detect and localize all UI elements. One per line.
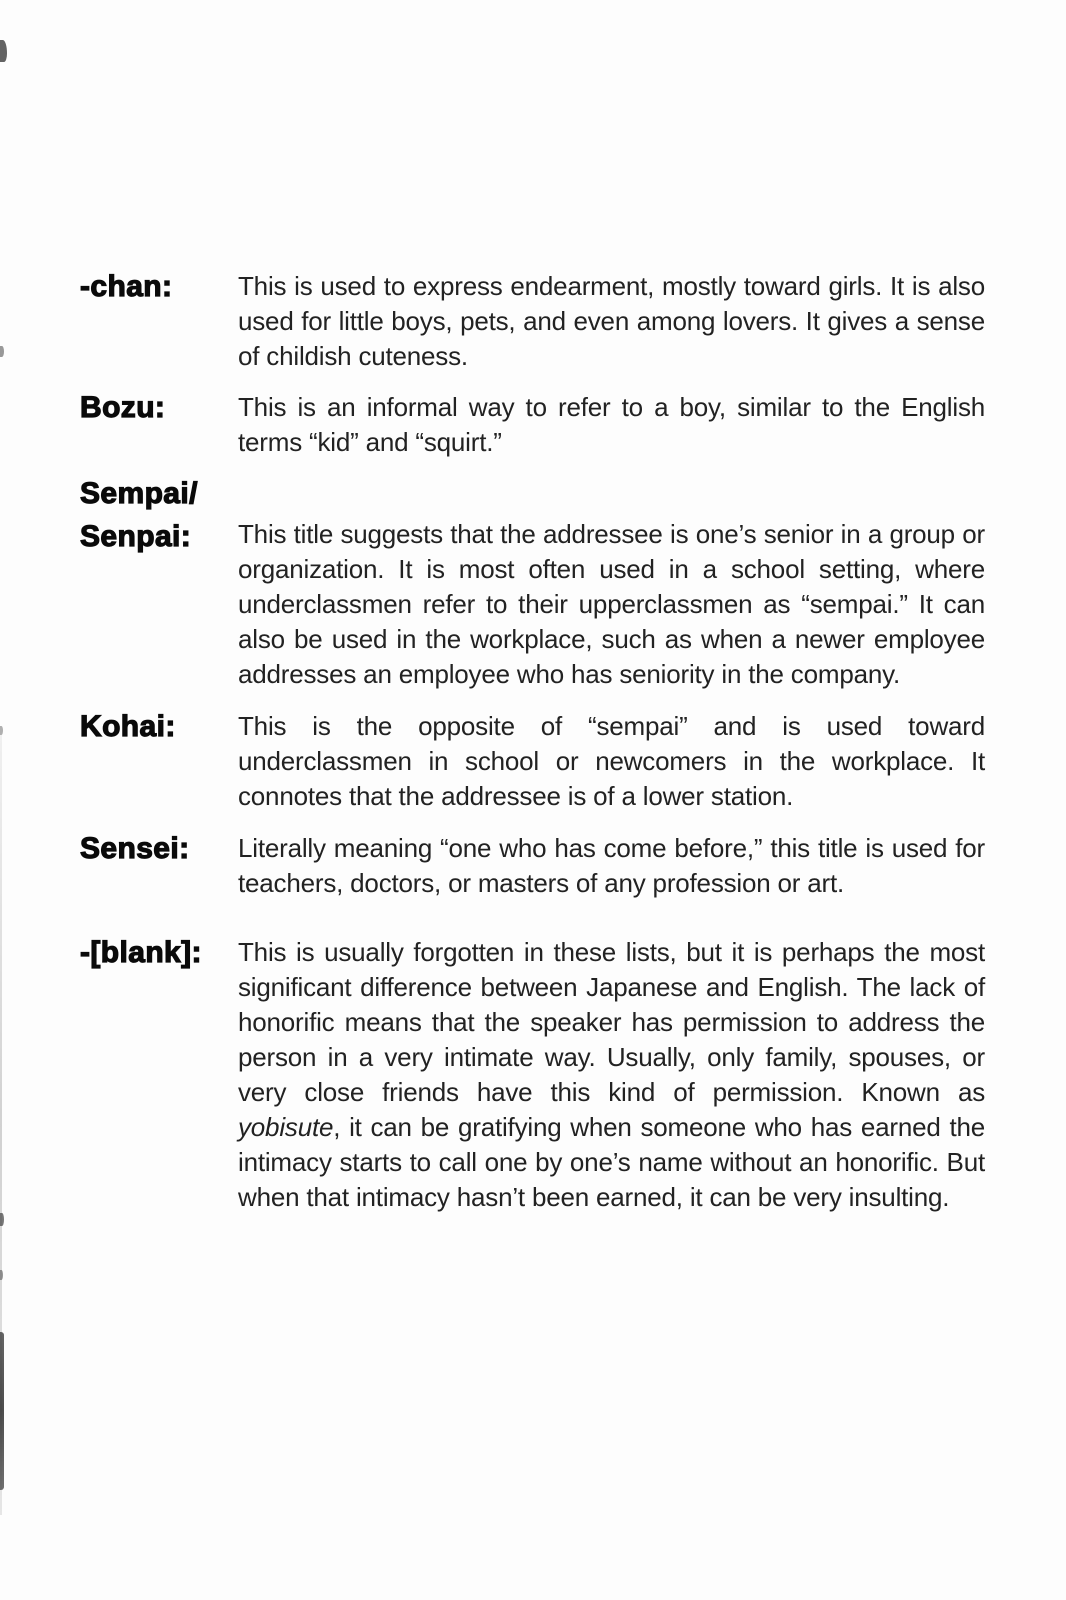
scan-artifact — [0, 346, 4, 357]
term-definition: This is used to express endearment, mostly toward girls. It is also used for little boys, pets, and even among lovers. It gives a sense of childish cuteness. — [238, 271, 985, 371]
term-definition: This is an informal way to refer to a boy, similar to the English terms “kid” and “squirt.” — [238, 392, 985, 457]
scan-artifact — [0, 1332, 4, 1490]
term-definition: Literally meaning “one who has come before,” this title is used for teachers, doctors, or masters of any profession or art. — [238, 833, 985, 898]
term-label: Kohai: — [80, 710, 176, 743]
glossary-entry-chan — [80, 269, 985, 374]
scan-artifact — [0, 726, 3, 735]
term-label: Sensei: — [80, 832, 190, 865]
scan-artifact — [0, 40, 7, 62]
definition-text-before: This is usually forgotten in these lists, but it is perhaps the most significant difference between Japanese and English. The lack of honorific means that the speaker has permission to address the person in a very intimate way. Usually, only family, spouses, or very close friends have this kind of permission. Known as — [238, 937, 985, 1107]
term-definition: This title suggests that the addressee is one’s senior in a group or organization. It is most often used in a school setting, where underclassmen refer to their upperclassmen as “sempai.” It can also be used in the workplace, such as when a newer employee addresses an employee who has seniority in the company. — [238, 519, 985, 689]
term-label: -chan: — [80, 270, 173, 303]
glossary-entry-bozu — [80, 390, 985, 460]
glossary-entry-blank — [80, 935, 985, 1215]
term-label: Bozu: — [80, 391, 166, 424]
term-definition — [238, 935, 985, 1215]
scan-artifact — [0, 1270, 3, 1280]
term-label — [80, 472, 238, 558]
honorifics-glossary — [80, 269, 985, 1215]
term-label-line1: Sempai/ — [80, 477, 198, 510]
scan-artifact — [0, 1213, 4, 1226]
term-label-line2: Senpai: — [80, 520, 192, 553]
term-label: -[blank]: — [80, 936, 202, 969]
definition-text-after: , it can be gratifying when someone who has earned the intimacy starts to call one by one’s name without an honorific. But when that intimacy hasn’t been earned, it can be very insulting. — [238, 1112, 985, 1212]
glossary-entry-sensei — [80, 831, 985, 901]
term-definition: This is the opposite of “sempai” and is used toward underclassmen in school or newcomers in the workplace. It connotes that the addressee is of a lower station. — [238, 711, 985, 811]
glossary-entry-kohai — [80, 709, 985, 814]
definition-text-italic: yobisute — [238, 1112, 334, 1142]
page-edge-shadow — [0, 735, 2, 1515]
glossary-entry-senpai — [80, 472, 985, 692]
